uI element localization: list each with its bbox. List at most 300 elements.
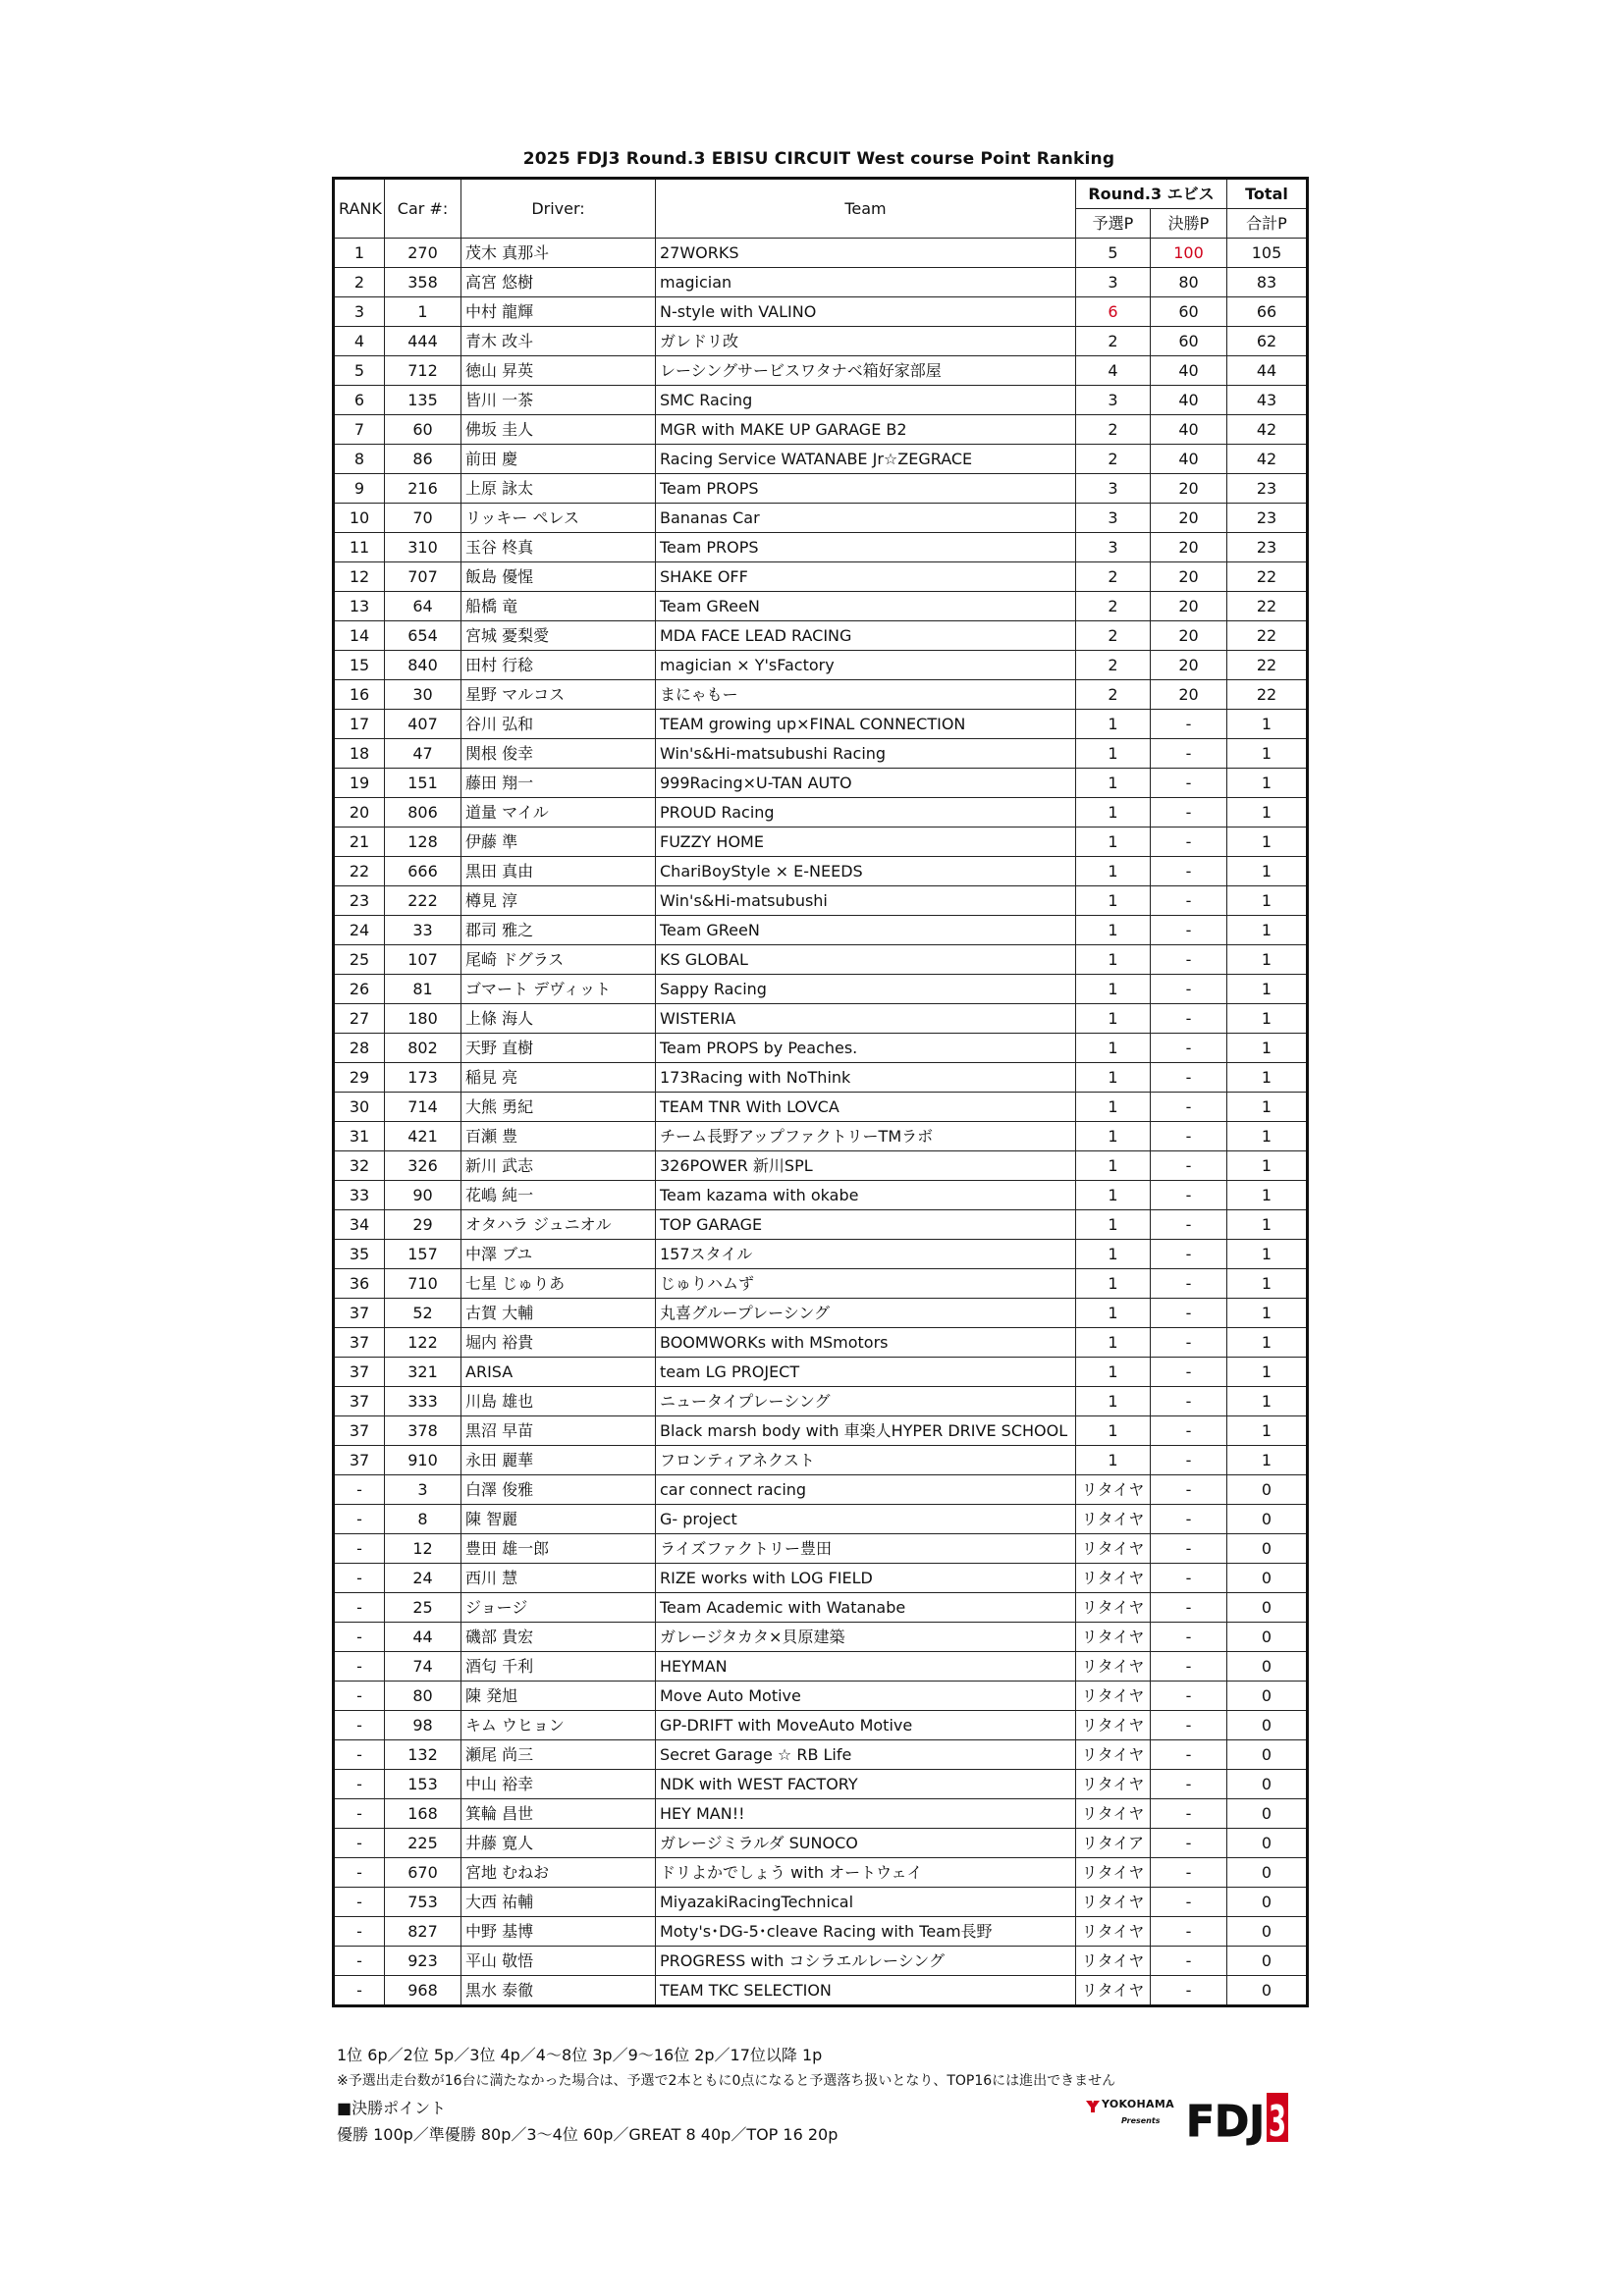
qual-points-cell: リタイヤ — [1076, 1623, 1151, 1652]
car-number-cell: 358 — [385, 268, 461, 297]
driver-cell: 陳 発旭 — [461, 1682, 656, 1711]
rank-cell: 15 — [334, 651, 385, 680]
total-points-cell: 0 — [1227, 1593, 1308, 1623]
final-points-cell: - — [1151, 1623, 1227, 1652]
total-points-cell: 22 — [1227, 621, 1308, 651]
total-points-cell: 1 — [1227, 1358, 1308, 1387]
final-points-cell: - — [1151, 1593, 1227, 1623]
qual-points-cell: 4 — [1076, 356, 1151, 386]
team-cell: car connect racing — [656, 1475, 1076, 1505]
driver-cell: 飯島 優惺 — [461, 562, 656, 592]
car-number-cell: 333 — [385, 1387, 461, 1416]
car-number-cell: 654 — [385, 621, 461, 651]
car-number-cell: 29 — [385, 1210, 461, 1240]
driver-cell: 関根 俊幸 — [461, 739, 656, 769]
qual-points-cell: 1 — [1076, 1093, 1151, 1122]
driver-cell: 中村 龍輝 — [461, 297, 656, 327]
final-points-cell: - — [1151, 1711, 1227, 1740]
table-row — [334, 415, 1308, 445]
table-row — [334, 1917, 1308, 1947]
driver-cell: 徳山 昇英 — [461, 356, 656, 386]
table-row — [334, 533, 1308, 562]
rank-cell: - — [334, 1564, 385, 1593]
svg-text:FDJ: FDJ — [1186, 2097, 1265, 2147]
final-points-cell: 20 — [1151, 533, 1227, 562]
car-number-cell: 135 — [385, 386, 461, 415]
team-cell: 27WORKS — [656, 239, 1076, 268]
team-cell: レーシングサービスワタナベ箱好家部屋 — [656, 356, 1076, 386]
qual-points-cell: 2 — [1076, 327, 1151, 356]
final-points-cell: - — [1151, 710, 1227, 739]
header-total: Total — [1227, 179, 1308, 209]
table-row — [334, 975, 1308, 1004]
team-cell: TEAM TNR With LOVCA — [656, 1093, 1076, 1122]
final-points-cell: - — [1151, 1475, 1227, 1505]
rank-cell: 32 — [334, 1151, 385, 1181]
final-points-cell: - — [1151, 828, 1227, 857]
car-number-cell: 326 — [385, 1151, 461, 1181]
final-points-heading: ■決勝ポイント — [337, 2099, 447, 2117]
qual-points-cell: 2 — [1076, 680, 1151, 710]
total-points-cell: 1 — [1227, 1446, 1308, 1475]
table-row — [334, 798, 1308, 828]
car-number-cell: 180 — [385, 1004, 461, 1034]
team-cell: じゅりハムず — [656, 1269, 1076, 1299]
final-points-cell: - — [1151, 1004, 1227, 1034]
qual-points-cell: リタイヤ — [1076, 1917, 1151, 1947]
team-cell: TOP GARAGE — [656, 1210, 1076, 1240]
qual-points-cell: 1 — [1076, 1328, 1151, 1358]
qual-points-cell: リタイヤ — [1076, 1976, 1151, 2006]
total-points-cell: 1 — [1227, 1063, 1308, 1093]
final-points-cell: - — [1151, 1269, 1227, 1299]
driver-cell: ジョージ — [461, 1593, 656, 1623]
table-row — [334, 1416, 1308, 1446]
car-number-cell: 714 — [385, 1093, 461, 1122]
qual-points-cell: 2 — [1076, 651, 1151, 680]
qual-points-cell: 1 — [1076, 1358, 1151, 1387]
final-points-cell: 20 — [1151, 504, 1227, 533]
rank-cell: 36 — [334, 1269, 385, 1299]
rank-cell: 37 — [334, 1358, 385, 1387]
team-cell: まにゃもー — [656, 680, 1076, 710]
qual-points-cell: 1 — [1076, 945, 1151, 975]
final-points-cell: - — [1151, 1917, 1227, 1947]
driver-cell: 藤田 翔一 — [461, 769, 656, 798]
qual-points-cell: 2 — [1076, 445, 1151, 474]
total-points-cell: 0 — [1227, 1711, 1308, 1740]
driver-cell: 黒水 泰徹 — [461, 1976, 656, 2006]
qual-points-cell: 2 — [1076, 415, 1151, 445]
driver-cell: キム ウヒョン — [461, 1711, 656, 1740]
driver-cell: 瀬尾 尚三 — [461, 1740, 656, 1770]
rank-cell: - — [334, 1682, 385, 1711]
rank-cell: 25 — [334, 945, 385, 975]
total-points-cell: 1 — [1227, 857, 1308, 886]
table-row — [334, 268, 1308, 297]
final-points-cell: 60 — [1151, 327, 1227, 356]
driver-cell: 前田 慶 — [461, 445, 656, 474]
team-cell: Team GReeN — [656, 916, 1076, 945]
team-cell: Team Academic with Watanabe — [656, 1593, 1076, 1623]
table-row — [334, 1328, 1308, 1358]
table-row — [334, 651, 1308, 680]
table-row — [334, 445, 1308, 474]
driver-cell: 磯部 貴宏 — [461, 1623, 656, 1652]
fdj3-logo — [1184, 2091, 1290, 2147]
team-cell: Win's&Hi-matsubushi — [656, 886, 1076, 916]
total-points-cell: 1 — [1227, 1269, 1308, 1299]
final-points-rule: 優勝 100p／準優勝 80p／3～4位 60p／GREAT 8 40p／TOP 16 20p — [337, 2125, 839, 2144]
final-points-cell: - — [1151, 916, 1227, 945]
total-points-cell: 1 — [1227, 886, 1308, 916]
car-number-cell: 74 — [385, 1652, 461, 1682]
total-points-cell: 83 — [1227, 268, 1308, 297]
total-points-cell: 0 — [1227, 1976, 1308, 2006]
table-row — [334, 327, 1308, 356]
car-number-cell: 81 — [385, 975, 461, 1004]
team-cell: 326POWER 新川SPL — [656, 1151, 1076, 1181]
header-round: Round.3 エビス — [1076, 179, 1227, 209]
qual-points-cell: 1 — [1076, 739, 1151, 769]
car-number-cell: 98 — [385, 1711, 461, 1740]
rank-cell: 6 — [334, 386, 385, 415]
qual-points-cell: 3 — [1076, 474, 1151, 504]
table-row — [334, 386, 1308, 415]
table-row — [334, 1240, 1308, 1269]
qual-points-cell: 1 — [1076, 916, 1151, 945]
total-points-cell: 1 — [1227, 1328, 1308, 1358]
team-cell: magician — [656, 268, 1076, 297]
table-row — [334, 239, 1308, 268]
team-cell: MGR with MAKE UP GARAGE B2 — [656, 415, 1076, 445]
table-row — [334, 1947, 1308, 1976]
qual-points-cell: リタイヤ — [1076, 1652, 1151, 1682]
qual-points-cell: 3 — [1076, 504, 1151, 533]
driver-cell: 平山 敬悟 — [461, 1947, 656, 1976]
total-points-cell: 0 — [1227, 1770, 1308, 1799]
qual-points-cell: 1 — [1076, 710, 1151, 739]
total-points-cell: 1 — [1227, 739, 1308, 769]
driver-cell: 宮城 憂梨愛 — [461, 621, 656, 651]
driver-cell: 樽見 淳 — [461, 886, 656, 916]
rank-cell: 22 — [334, 857, 385, 886]
table-row — [334, 916, 1308, 945]
rank-cell: 27 — [334, 1004, 385, 1034]
presents-text: Presents — [1121, 2116, 1161, 2125]
qual-points-cell: リタイア — [1076, 1829, 1151, 1858]
car-number-cell: 90 — [385, 1181, 461, 1210]
driver-cell: 田村 行稔 — [461, 651, 656, 680]
car-number-cell: 310 — [385, 533, 461, 562]
table-row — [334, 1475, 1308, 1505]
car-number-cell: 712 — [385, 356, 461, 386]
header-car: Car #: — [385, 179, 461, 239]
team-cell: TEAM growing up×FINAL CONNECTION — [656, 710, 1076, 739]
car-number-cell: 52 — [385, 1299, 461, 1328]
qual-points-cell: リタイヤ — [1076, 1564, 1151, 1593]
qual-points-cell: 1 — [1076, 1004, 1151, 1034]
final-points-cell: - — [1151, 886, 1227, 916]
table-row — [334, 1593, 1308, 1623]
page-title: 2025 FDJ3 Round.3 EBISU CIRCUIT West course Point Ranking — [522, 149, 1115, 169]
car-number-cell: 666 — [385, 857, 461, 886]
qual-points-cell: 1 — [1076, 769, 1151, 798]
total-points-cell: 22 — [1227, 592, 1308, 621]
team-cell: Team PROPS — [656, 533, 1076, 562]
total-points-cell: 1 — [1227, 1181, 1308, 1210]
qual-points-cell: リタイヤ — [1076, 1711, 1151, 1740]
total-points-cell: 22 — [1227, 651, 1308, 680]
rank-cell: - — [334, 1593, 385, 1623]
final-points-cell: 20 — [1151, 562, 1227, 592]
total-points-cell: 1 — [1227, 1240, 1308, 1269]
rank-cell: 31 — [334, 1122, 385, 1151]
table-row — [334, 1652, 1308, 1682]
car-number-cell: 1 — [385, 297, 461, 327]
driver-cell: 黒沼 早苗 — [461, 1416, 656, 1446]
qual-points-cell: 5 — [1076, 239, 1151, 268]
header-final-points: 決勝P — [1151, 209, 1227, 239]
total-points-cell: 0 — [1227, 1623, 1308, 1652]
rank-cell: 2 — [334, 268, 385, 297]
qual-points-cell: リタイヤ — [1076, 1888, 1151, 1917]
table-row — [334, 1151, 1308, 1181]
header-team: Team — [656, 179, 1076, 239]
team-cell: Team kazama with okabe — [656, 1181, 1076, 1210]
car-number-cell: 407 — [385, 710, 461, 739]
car-number-cell: 168 — [385, 1799, 461, 1829]
car-number-cell: 107 — [385, 945, 461, 975]
total-points-cell: 1 — [1227, 975, 1308, 1004]
driver-cell: 伊藤 準 — [461, 828, 656, 857]
total-points-cell: 1 — [1227, 1151, 1308, 1181]
car-number-cell: 923 — [385, 1947, 461, 1976]
qual-points-cell: 1 — [1076, 1299, 1151, 1328]
total-points-cell: 0 — [1227, 1475, 1308, 1505]
team-cell: ガレージミラルダ SUNOCO — [656, 1829, 1076, 1858]
driver-cell: 西川 慧 — [461, 1564, 656, 1593]
driver-cell: 宮地 むねお — [461, 1858, 656, 1888]
driver-cell: 白澤 俊雅 — [461, 1475, 656, 1505]
rank-cell: - — [334, 1623, 385, 1652]
team-cell: N-style with VALINO — [656, 297, 1076, 327]
rank-cell: - — [334, 1534, 385, 1564]
svg-text:3: 3 — [1269, 2097, 1286, 2147]
final-points-cell: 60 — [1151, 297, 1227, 327]
final-points-cell: - — [1151, 1947, 1227, 1976]
table-row — [334, 1446, 1308, 1475]
total-points-cell: 1 — [1227, 1093, 1308, 1122]
rank-cell: 13 — [334, 592, 385, 621]
table-row — [334, 945, 1308, 975]
driver-cell: 上條 海人 — [461, 1004, 656, 1034]
team-cell: GP-DRIFT with MoveAuto Motive — [656, 1711, 1076, 1740]
car-number-cell: 12 — [385, 1534, 461, 1564]
car-number-cell: 153 — [385, 1770, 461, 1799]
driver-cell: 上原 詠太 — [461, 474, 656, 504]
driver-cell: 大熊 勇紀 — [461, 1093, 656, 1122]
team-cell: Team PROPS by Peaches. — [656, 1034, 1076, 1063]
team-cell: ドリよかでしょう with オートウェイ — [656, 1858, 1076, 1888]
table-row — [334, 1004, 1308, 1034]
total-points-cell: 0 — [1227, 1652, 1308, 1682]
rank-cell: 4 — [334, 327, 385, 356]
team-cell: KS GLOBAL — [656, 945, 1076, 975]
total-points-cell: 0 — [1227, 1858, 1308, 1888]
table-row — [334, 1829, 1308, 1858]
final-points-cell: 20 — [1151, 592, 1227, 621]
rank-cell: - — [334, 1829, 385, 1858]
qual-points-cell: 1 — [1076, 1387, 1151, 1416]
final-points-cell: - — [1151, 1416, 1227, 1446]
rank-cell: 7 — [334, 415, 385, 445]
driver-cell: 星野 マルコス — [461, 680, 656, 710]
final-points-cell: - — [1151, 857, 1227, 886]
car-number-cell: 64 — [385, 592, 461, 621]
rank-cell: 37 — [334, 1446, 385, 1475]
driver-cell: 郡司 雅之 — [461, 916, 656, 945]
rank-cell: - — [334, 1505, 385, 1534]
total-points-cell: 0 — [1227, 1682, 1308, 1711]
qual-points-cell: 1 — [1076, 1416, 1151, 1446]
total-points-cell: 0 — [1227, 1740, 1308, 1770]
driver-cell: 大西 祐輔 — [461, 1888, 656, 1917]
driver-cell: 箕輪 昌世 — [461, 1799, 656, 1829]
total-points-cell: 105 — [1227, 239, 1308, 268]
qual-points-cell: 3 — [1076, 268, 1151, 297]
rank-cell: 34 — [334, 1210, 385, 1240]
table-row — [334, 562, 1308, 592]
table-row — [334, 1799, 1308, 1829]
driver-cell: 陳 智麗 — [461, 1505, 656, 1534]
qual-points-cell: 2 — [1076, 621, 1151, 651]
rank-cell: 37 — [334, 1328, 385, 1358]
driver-cell: 尾崎 ドグラス — [461, 945, 656, 975]
total-points-cell: 22 — [1227, 562, 1308, 592]
qual-points-cell: 1 — [1076, 1210, 1151, 1240]
rank-cell: 37 — [334, 1387, 385, 1416]
rank-cell: 28 — [334, 1034, 385, 1063]
team-cell: G- project — [656, 1505, 1076, 1534]
driver-cell: 堀内 裕貴 — [461, 1328, 656, 1358]
rank-cell: 21 — [334, 828, 385, 857]
final-points-cell: - — [1151, 1446, 1227, 1475]
total-points-cell: 44 — [1227, 356, 1308, 386]
table-row — [334, 1976, 1308, 2006]
total-points-cell: 0 — [1227, 1829, 1308, 1858]
table-row — [334, 1122, 1308, 1151]
final-points-cell: - — [1151, 1093, 1227, 1122]
qual-points-cell: 3 — [1076, 386, 1151, 415]
rank-cell: - — [334, 1976, 385, 2006]
team-cell: PROUD Racing — [656, 798, 1076, 828]
total-points-cell: 62 — [1227, 327, 1308, 356]
yokohama-logo — [1084, 2095, 1182, 2134]
rank-cell: 14 — [334, 621, 385, 651]
rank-cell: - — [334, 1740, 385, 1770]
driver-cell: 黒田 真由 — [461, 857, 656, 886]
table-row — [334, 769, 1308, 798]
rank-cell: 10 — [334, 504, 385, 533]
final-points-cell: - — [1151, 1770, 1227, 1799]
rank-cell: 18 — [334, 739, 385, 769]
rank-cell: - — [334, 1770, 385, 1799]
driver-cell: ゴマート デヴィット — [461, 975, 656, 1004]
total-points-cell: 23 — [1227, 504, 1308, 533]
qual-points-cell: リタイヤ — [1076, 1770, 1151, 1799]
driver-cell: 川島 雄也 — [461, 1387, 656, 1416]
rank-cell: 24 — [334, 916, 385, 945]
team-cell: SMC Racing — [656, 386, 1076, 415]
driver-cell: 谷川 弘和 — [461, 710, 656, 739]
driver-cell: 中澤 ブユ — [461, 1240, 656, 1269]
driver-cell: 佛坂 圭人 — [461, 415, 656, 445]
table-row — [334, 1063, 1308, 1093]
car-number-cell: 80 — [385, 1682, 461, 1711]
car-number-cell: 270 — [385, 239, 461, 268]
car-number-cell: 421 — [385, 1122, 461, 1151]
car-number-cell: 378 — [385, 1416, 461, 1446]
qual-points-cell: 1 — [1076, 1181, 1151, 1210]
table-row — [334, 1888, 1308, 1917]
driver-cell: 七星 じゅりあ — [461, 1269, 656, 1299]
team-cell: HEYMAN — [656, 1652, 1076, 1682]
header-rank: RANK — [334, 179, 385, 239]
final-points-cell: 100 — [1151, 239, 1227, 268]
final-points-cell: - — [1151, 1682, 1227, 1711]
qual-points-cell: 1 — [1076, 1122, 1151, 1151]
team-cell: フロンティアネクスト — [656, 1446, 1076, 1475]
rank-cell: 8 — [334, 445, 385, 474]
table-row — [334, 1770, 1308, 1799]
car-number-cell: 47 — [385, 739, 461, 769]
total-points-cell: 23 — [1227, 474, 1308, 504]
team-cell: Move Auto Motive — [656, 1682, 1076, 1711]
yokohama-mark-icon — [1086, 2101, 1100, 2112]
qual-points-cell: 1 — [1076, 1269, 1151, 1299]
car-number-cell: 30 — [385, 680, 461, 710]
team-cell: Moty's･DG-5･cleave Racing with Team長野 — [656, 1917, 1076, 1947]
final-points-cell: - — [1151, 1534, 1227, 1564]
qual-points-cell: 1 — [1076, 1034, 1151, 1063]
car-number-cell: 827 — [385, 1917, 461, 1947]
total-points-cell: 1 — [1227, 769, 1308, 798]
team-cell: 157スタイル — [656, 1240, 1076, 1269]
driver-cell: リッキー ペレス — [461, 504, 656, 533]
car-number-cell: 710 — [385, 1269, 461, 1299]
team-cell: 999Racing×U-TAN AUTO — [656, 769, 1076, 798]
final-points-cell: 40 — [1151, 386, 1227, 415]
header-qual-points: 予選P — [1076, 209, 1151, 239]
qual-points-cell: 1 — [1076, 828, 1151, 857]
car-number-cell: 44 — [385, 1623, 461, 1652]
car-number-cell: 802 — [385, 1034, 461, 1063]
driver-cell: 古賀 大輔 — [461, 1299, 656, 1328]
team-cell: SHAKE OFF — [656, 562, 1076, 592]
rank-cell: 30 — [334, 1093, 385, 1122]
sponsor-logo — [1084, 2091, 1294, 2146]
car-number-cell: 910 — [385, 1446, 461, 1475]
driver-cell: 天野 直樹 — [461, 1034, 656, 1063]
team-cell: team LG PROJECT — [656, 1358, 1076, 1387]
table-row — [334, 857, 1308, 886]
team-cell: Racing Service WATANABE Jr☆ZEGRACE — [656, 445, 1076, 474]
car-number-cell: 157 — [385, 1240, 461, 1269]
driver-cell: 玉谷 柊真 — [461, 533, 656, 562]
table-row — [334, 621, 1308, 651]
final-points-cell: - — [1151, 1034, 1227, 1063]
